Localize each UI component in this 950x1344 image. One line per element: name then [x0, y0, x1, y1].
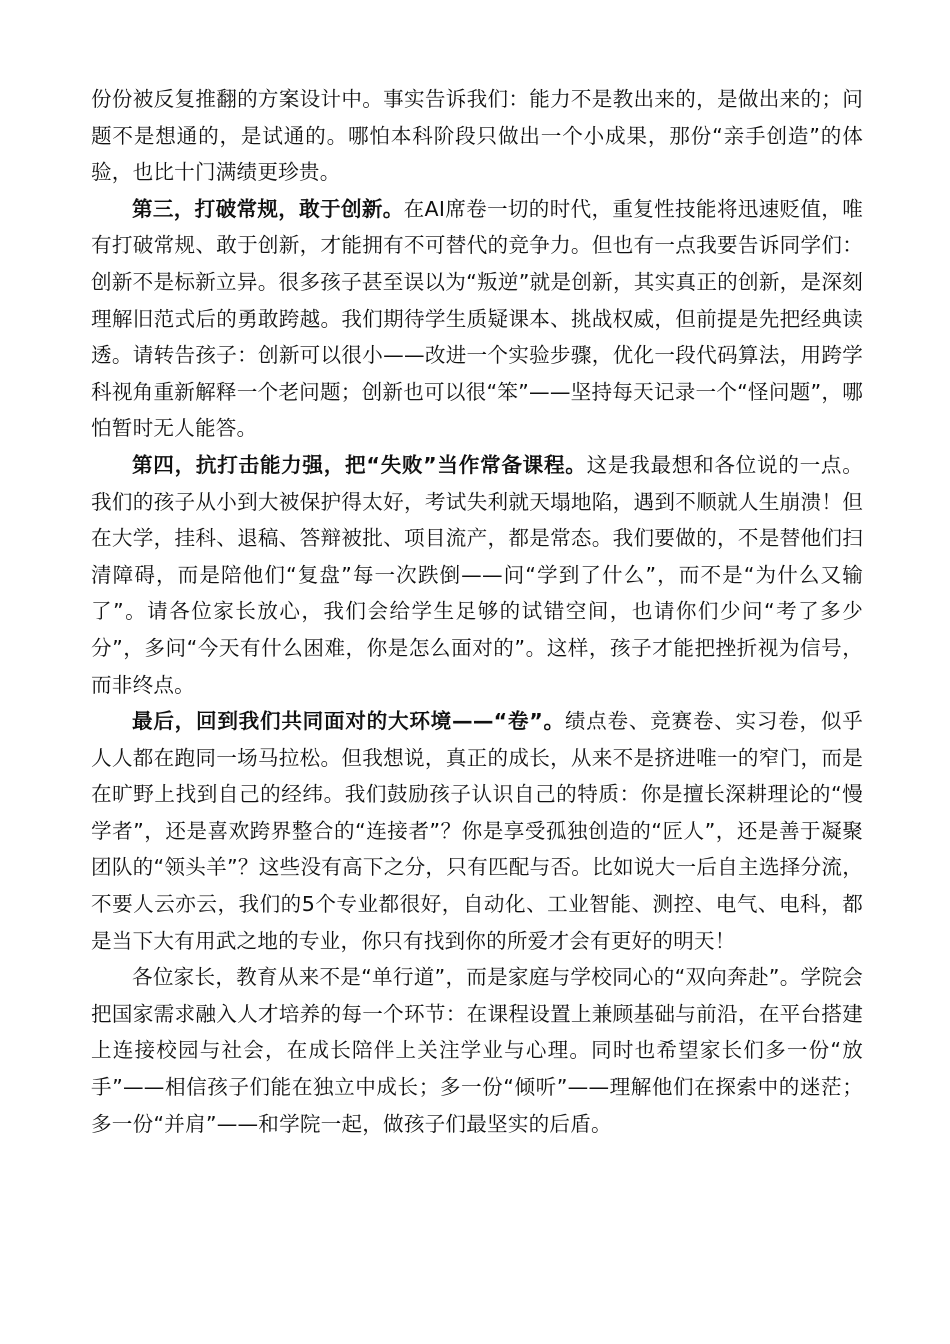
paragraph-heading: 第四，抗打击能力强，把“失败”当作常备课程。 [132, 452, 587, 477]
paragraph-text: 绩点卷、竞赛卷、实习卷，似乎人人都在跑同一场马拉松。但我想说，真正的成长，从来不是挤进唯一的窄门，而是在旷野上找到自己的经纬。我们鼓励孩子认识自己的特质：你是擅长深耕理论的“慢学者”，还是喜欢跨界整合的“连接者”？你是享受孤独创造的“匠人”，还是善于凝聚团队的“领头羊”？这些没有高下之分，只有匹配与否。比如说大一后自主选择分流，不要人云亦云，我们的5个专业都很好，自动化、工业智能、测控、电气、电科，都是当下大有用武之地的专业，你只有找到你的所爱才会有更好的明天！ [91, 709, 863, 953]
paragraph-final-point [91, 703, 863, 959]
paragraph-closing [91, 959, 863, 1142]
paragraph-fourth-point [91, 447, 863, 703]
paragraph-text: 份份被反复推翻的方案设计中。事实告诉我们：能力不是教出来的，是做出来的；问题不是想通的，是试通的。哪怕本科阶段只做出一个小成果，那份“亲手创造”的体验，也比十门满绩更珍贵。 [91, 87, 863, 185]
paragraph-heading: 最后，回到我们共同面对的大环境——“卷”。 [132, 709, 565, 734]
paragraph-continuation [91, 81, 863, 191]
paragraph-text: 在AI席卷一切的时代，重复性技能将迅速贬值，唯有打破常规、敢于创新，才能拥有不可替代的竞争力。但也有一点我要告诉同学们：创新不是标新立异。很多孩子甚至误以为“叛逆”就是创新，其实真正的创新，是深刻理解旧范式后的勇敢跨越。我们期待学生质疑课本、挑战权威，但前提是先把经典读透。请转告孩子：创新可以很小——改进一个实验步骤，优化一段代码算法，用跨学科视角重新解释一个老问题；创新也可以很“笨”——坚持每天记录一个“怪问题”，哪怕暂时无人能答。 [91, 196, 863, 441]
paragraph-text: 这是我最想和各位说的一点。我们的孩子从小到大被保护得太好，考试失利就天塌地陷，遇到不顺就人生崩溃！但在大学，挂科、退稿、答辩被批、项目流产，都是常态。我们要做的，不是替他们扫清障碍，而是陪他们“复盘”每一次跌倒——问“学到了什么”，而不是“为什么又输了”。请各位家长放心，我们会给学生足够的试错空间，也请你们少问“考了多少分”，多问“今天有什么困难，你是怎么面对的”。这样，孩子才能把挫折视为信号，而非终点。 [91, 452, 863, 697]
paragraph-heading: 第三，打破常规，敢于创新。 [132, 196, 404, 221]
paragraph-text: 各位家长，教育从来不是“单行道”，而是家庭与学校同心的“双向奔赴”。学院会把国家需求融入人才培养的每一个环节：在课程设置上兼顾基础与前沿，在平台搭建上连接校园与社会，在成长陪伴上关注学业与心理。同时也希望家长们多一份“放手”——相信孩子们能在独立中成长；多一份“倾听”——理解他们在探索中的迷茫；多一份“并肩”——和学院一起，做孩子们最坚实的后盾。 [91, 965, 863, 1136]
paragraph-third-point [91, 191, 863, 447]
document-page [91, 81, 863, 1142]
